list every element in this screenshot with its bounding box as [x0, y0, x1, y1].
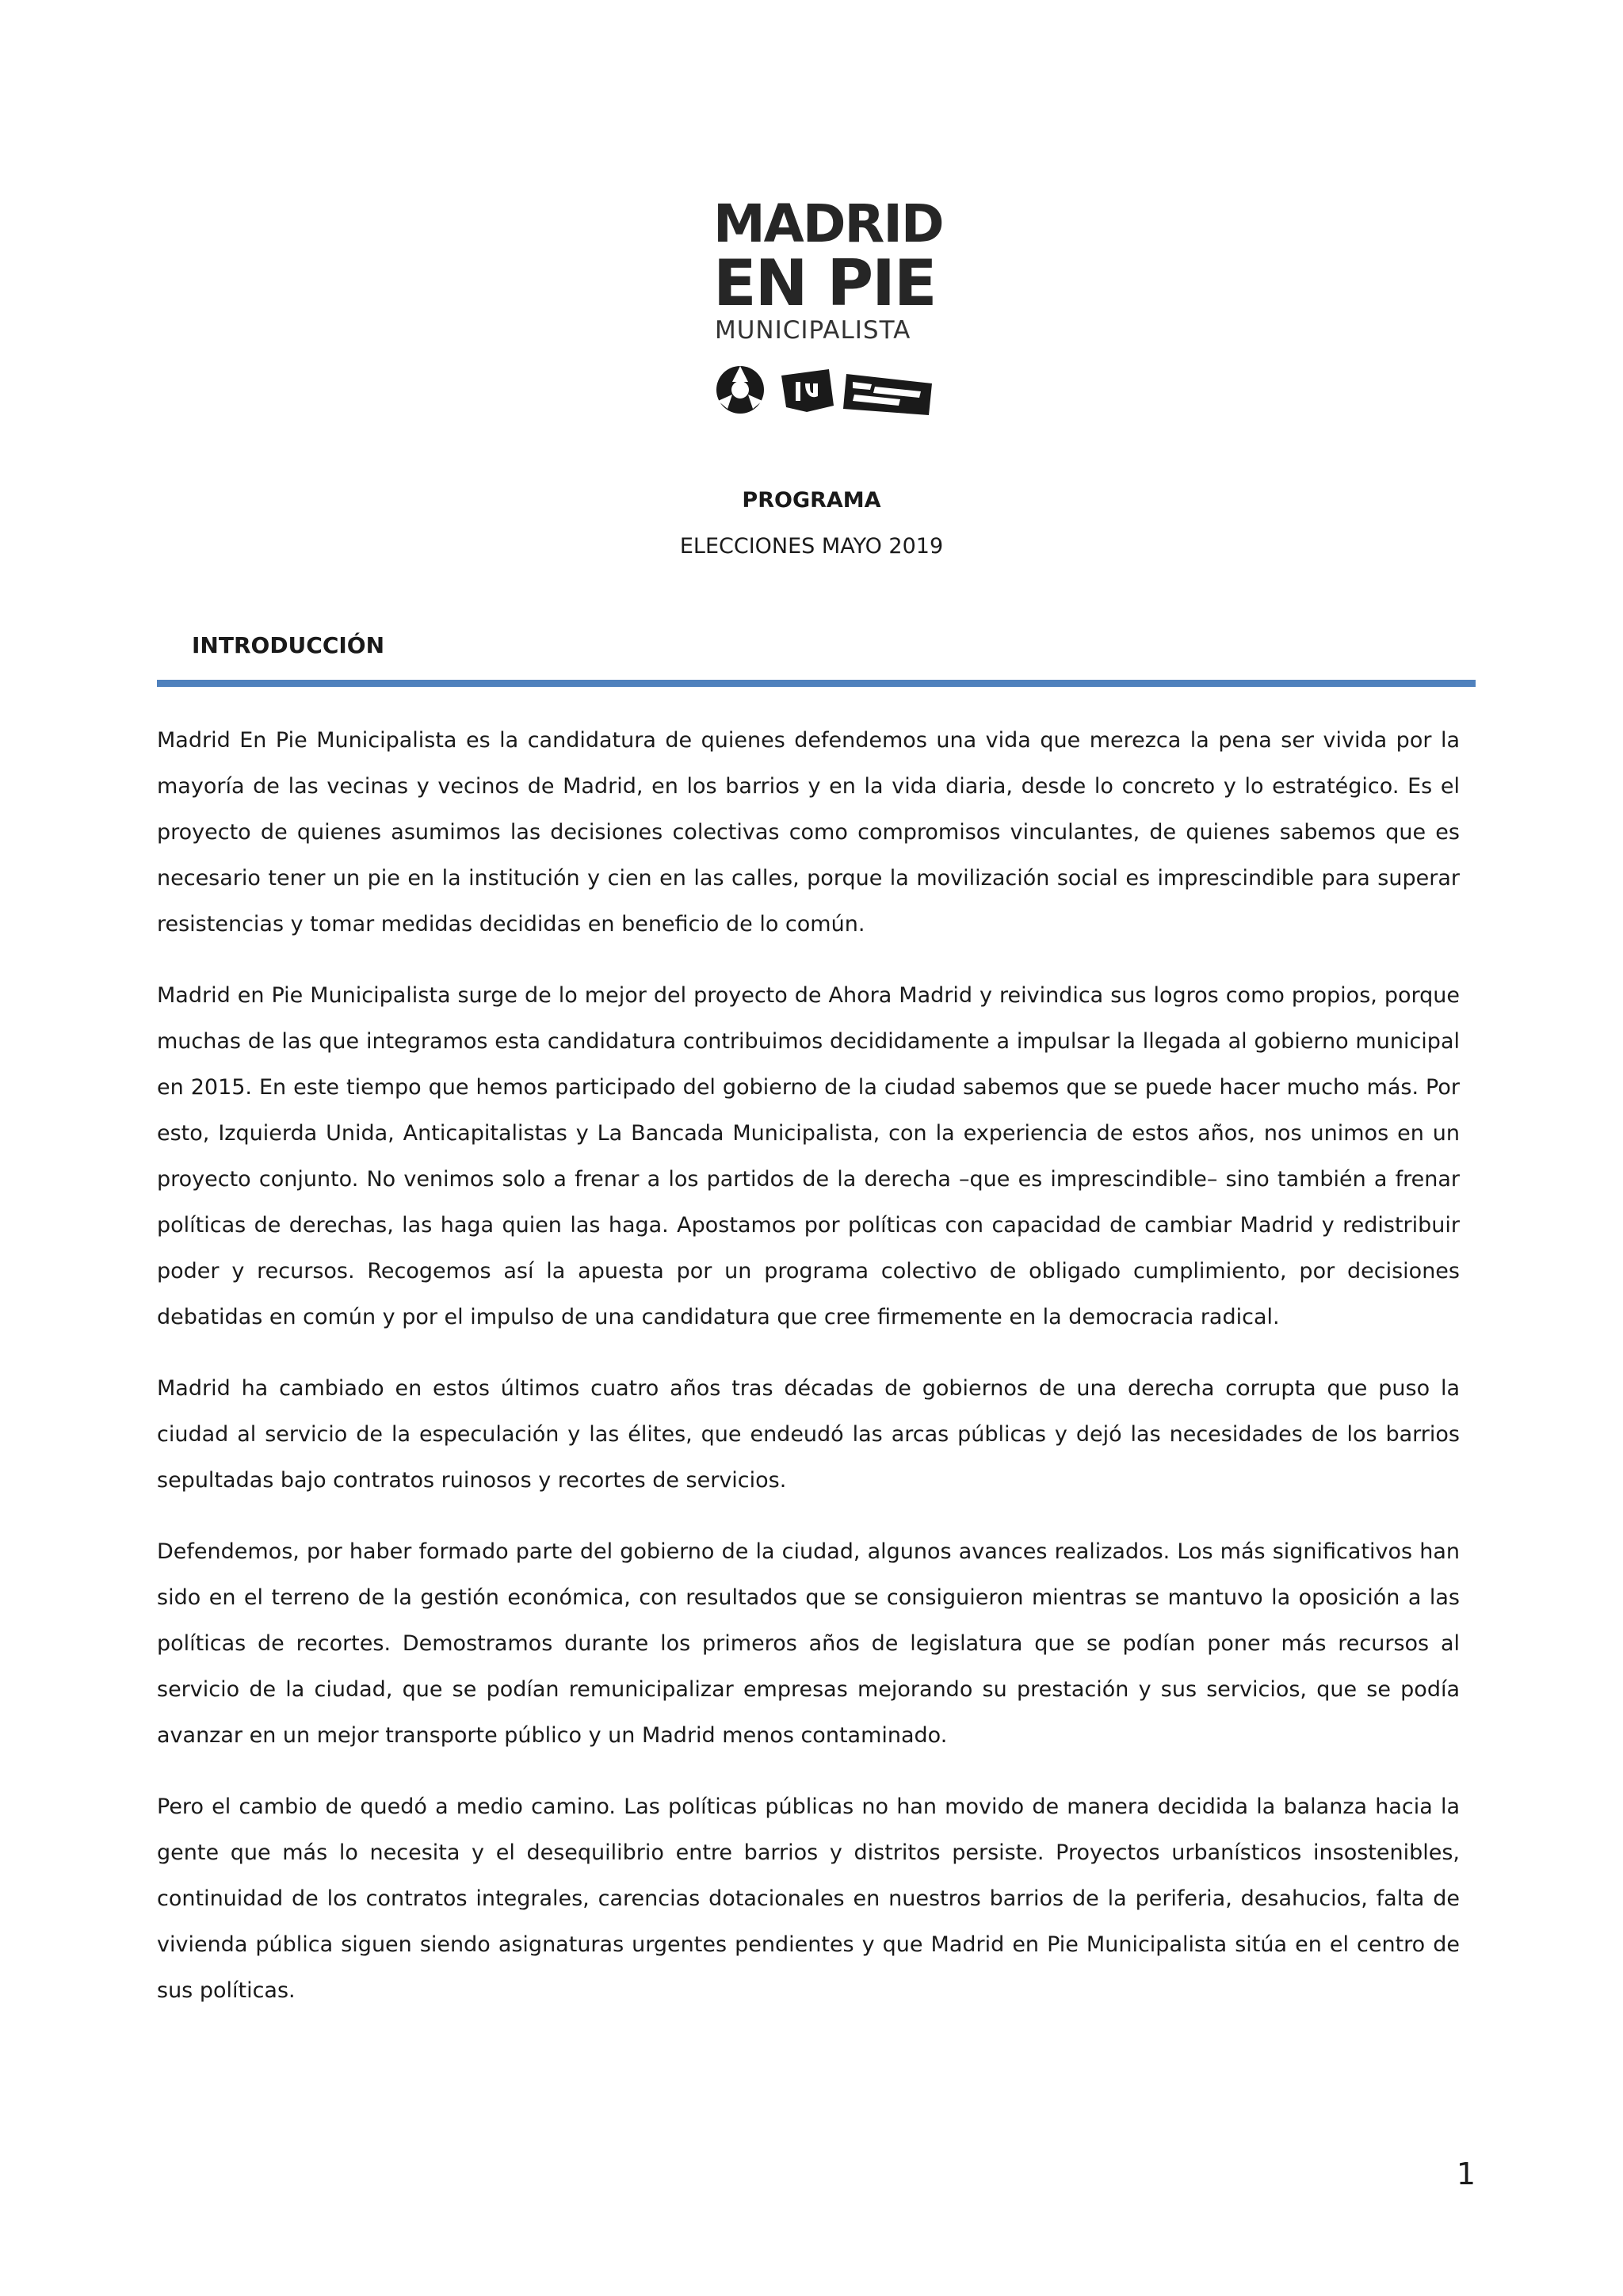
madrid-en-pie-logo: [713, 193, 943, 417]
intro-body: [157, 718, 1460, 2039]
paragraph: Madrid En Pie Municipalista es la candidatura de quienes defendemos una vida que merezca la pena ser vivida por la mayoría de las vecinas y vecinos de Madrid, en los barrios y en la vida diaria, desde lo concreto y lo estratégico. Es el proyecto de quienes asumimos las decisiones colectivas como compromisos vinculantes, de quienes sabemos que es necesario tener un pie en la institución y cien en las calles, porque la movilización social es imprescindible para superar resistencias y tomar medidas decididas en beneficio de lo común.: [157, 728, 1460, 936]
paragraph: Defendemos, por haber formado parte del gobierno de la ciudad, algunos avances realizados. Los más significativos han sido en el terreno de la gestión económica, con resultados que se consiguieron mientras se mantuvo la oposición a las políticas de recortes. Demostramos durante los primeros años de legislatura que se podían poner más recursos al servicio de la ciudad, que se podían remunicipalizar empresas mejorando su prestación y sus servicios, que se podía avanzar en un mejor transporte público y un Madrid menos contaminado.: [157, 1539, 1460, 1748]
logo-line-municipalista: MUNICIPALISTA: [715, 316, 911, 345]
section-heading: INTRODUCCIÓN: [192, 632, 385, 658]
section-divider: [157, 680, 1476, 687]
page-number: 1: [1456, 2157, 1476, 2191]
program-subtitle: ELECCIONES MAYO 2019: [679, 534, 944, 559]
paragraph: Pero el cambio de quedó a medio camino. Las políticas públicas no han movido de manera decidida la balanza hacia la gente que más lo necesita y el desequilibrio entre barrios y distritos persiste. Proyectos urbanísticos insostenibles, continuidad de los contratos integrales, carencias dotacionales en nuestros barrios de la periferia, desahucios, falta de vivienda pública siguen siendo asignaturas urgentes pendientes y que Madrid en Pie Municipalista sitúa en el centro de sus políticas.: [157, 1794, 1460, 2003]
logo-line-en-pie: EN PIE: [713, 246, 936, 320]
paragraph: Madrid en Pie Municipalista surge de lo mejor del proyecto de Ahora Madrid y reivindica sus logros como propios, porque muchas de las que integramos esta candidatura contribuimos decididamente a impulsar la llegada al gobierno municipal en 2015. En este tiempo que hemos participado del gobierno de la ciudad sabemos que se puede hacer mucho más. Por esto, Izquierda Unida, Anticapitalistas y La Bancada Municipalista, con la experiencia de estos años, nos unimos en un proyecto conjunto. No venimos solo a frenar a los partidos de la derecha –que es imprescindible– sino también a frenar políticas de derechas, las haga quien las haga. Apostamos por políticas con capacidad de cambiar Madrid y redistribuir poder y recursos. Recogemos así la apuesta por un programa colectivo de obligado cumplimiento, por decisiones debatidas en común y por el impulso de una candidatura que cree firmemente en la democracia radical.: [157, 983, 1460, 1329]
bancada-municipalista-emblem-icon: [843, 374, 932, 415]
iu-emblem-icon: [781, 369, 834, 412]
paragraph: Madrid ha cambiado en estos últimos cuatro años tras décadas de gobiernos de una derecha corrupta que puso la ciudad al servicio de la especulación y las élites, que endeudó las arcas públicas y dejó las necesidades de los barrios sepultadas bajo contratos ruinosos y recortes de servicios.: [157, 1376, 1460, 1493]
logo-emblems: [713, 360, 935, 417]
logo-line-madrid: MADRID: [713, 193, 943, 254]
program-title: PROGRAMA: [742, 488, 881, 513]
anticapitalistas-emblem-icon: [716, 366, 764, 414]
